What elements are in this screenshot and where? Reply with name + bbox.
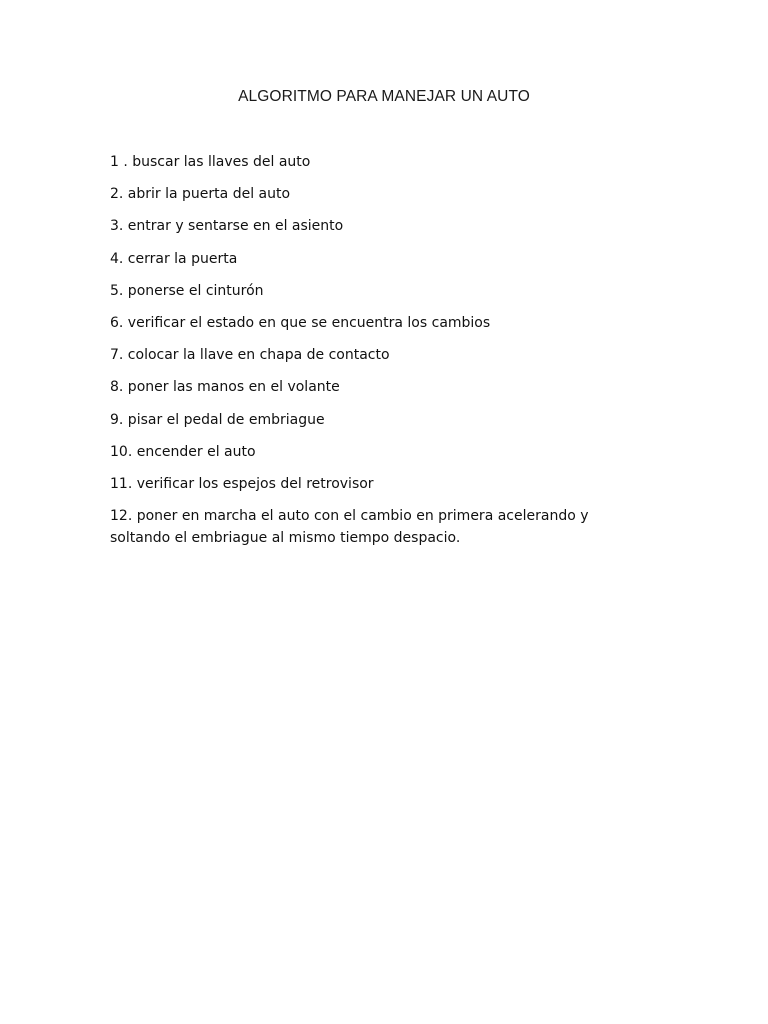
list-item-step-11: 11. verificar los espejos del retrovisor bbox=[110, 475, 374, 492]
list-item-step-8: 8. poner las manos en el volante bbox=[110, 379, 340, 396]
document-title: ALGORITMO PARA MANEJAR UN AUTO bbox=[238, 88, 530, 105]
list-item-step-10: 10. encender el auto bbox=[110, 443, 256, 460]
list-item-step-4: 4. cerrar la puerta bbox=[110, 250, 238, 267]
list-item-step-2: 2. abrir la puerta del auto bbox=[110, 186, 291, 203]
list-item-step-9: 9. pisar el pedal de embriague bbox=[110, 411, 325, 428]
list-item-step-1: 1 . buscar las llaves del auto bbox=[110, 154, 311, 170]
list-item-step-12: 12. poner en marcha el auto con el cambio en primera acelerando y soltando el embriague al mismo tiempo despacio. bbox=[110, 508, 589, 547]
steps-list bbox=[110, 151, 650, 559]
list-item-step-7: 7. colocar la llave en chapa de contacto bbox=[110, 347, 390, 364]
list-item-step-3: 3. entrar y sentarse en el asiento bbox=[110, 218, 344, 235]
list-item-step-6: 6. verificar el estado en que se encuentra los cambios bbox=[110, 314, 491, 331]
list-item-step-5: 5. ponerse el cinturón bbox=[110, 282, 264, 299]
